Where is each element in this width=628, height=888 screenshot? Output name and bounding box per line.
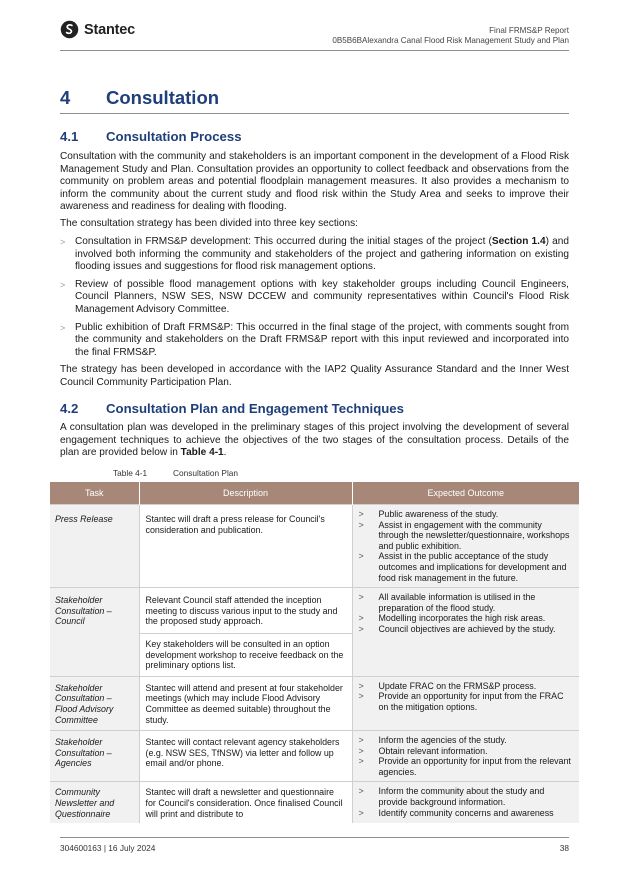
bullet-item (60, 279, 569, 317)
outcome-marker: > (358, 613, 364, 624)
outcome-item (359, 509, 575, 520)
outcome-cell (352, 505, 579, 588)
outcome-text: Provide an opportunity for input from the FRAC on the mitigation options. (378, 691, 564, 712)
outcome-item (359, 786, 575, 807)
outcome-cell (352, 782, 579, 823)
subsection-title: Consultation Process (106, 129, 242, 144)
logo-text: Stantec (84, 21, 135, 38)
task-cell: Stakeholder Consultation – Council (50, 588, 139, 677)
outcome-text: Update FRAC on the FRMS&P process. (378, 680, 537, 691)
paragraph-iap2: The strategy has been developed in accordance with the IAP2 Quality Assurance Standard and the Inner West Council Community Participation Plan. (60, 364, 569, 388)
footer-doc-ref: 304600163 | 16 July 2024 (60, 843, 156, 853)
outcome-cell (352, 676, 579, 730)
header-rule (60, 50, 569, 51)
outcome-marker: > (358, 623, 364, 634)
column-header-outcome: Expected Outcome (352, 482, 579, 505)
subsection-number: 4.2 (60, 401, 79, 416)
outcome-text: Identify community concerns and awareness (378, 807, 554, 818)
page-number: 38 (559, 843, 569, 853)
bullet-item (60, 236, 569, 274)
outcome-marker: > (358, 551, 364, 562)
paragraph-strategy: The consultation strategy has been divided into three key sections: (60, 218, 358, 229)
outcome-text: Inform the agencies of the study. (378, 735, 507, 746)
bullet-marker: > (60, 279, 66, 290)
description-cell: Key stakeholders will be consulted in an option development workshop to receive feedback on the preliminary options list. (139, 633, 352, 676)
outcome-marker: > (358, 592, 364, 603)
table-header-row (50, 482, 579, 505)
paragraph-plan (60, 422, 569, 460)
section-reference: Section 1.4 (491, 236, 546, 247)
column-header-task: Task (50, 482, 139, 505)
outcome-text: All available information is utilised in the preparation of the flood study. (378, 592, 536, 613)
outcome-cell (352, 588, 579, 677)
outcome-marker: > (358, 745, 364, 756)
table-caption-title: Consultation Plan (173, 468, 239, 478)
bullet-text: ) and involved both informing the community and stakeholders of the project and gathering information on existing flooding issues and suggestions for flood risk management options. (75, 236, 569, 273)
subsection-number: 4.1 (60, 129, 79, 144)
outcome-text: Assist in the public acceptance of the study outcomes and implications for development and food risk management in the future. (378, 551, 567, 583)
paragraph-text: A consultation plan was developed in the preliminary stages of this project involving the development of several engagement techniques to achieve the objectives of the two stages of the consultation process. Details of the plan are provided below in (60, 422, 569, 459)
outcome-item (359, 735, 575, 746)
stantec-logo (60, 20, 135, 39)
paragraph-intro: Consultation with the community and stakeholders is an important component in the development of a Flood Risk Management Study and Plan. Consultation provides an opportunity to collect feedback and observations from the community on problem areas and potential floodplain management measures. It also provides a mechanism to inform the community about the current study and flood risk within the Study Area and seeks to improve their awareness and readiness for dealing with flooding. (60, 151, 569, 213)
description-cell: Stantec will contact relevant agency stakeholders (e.g. NSW SES, TfNSW) via letter and follow up email and/or phone. (139, 731, 352, 782)
table-row (50, 676, 579, 730)
outcome-text: Public awareness of the study. (378, 509, 499, 519)
outcome-marker: > (358, 509, 364, 519)
outcome-text: Obtain relevant information. (378, 745, 488, 756)
subsection-heading-4-2 (60, 401, 404, 416)
description-cell: Stantec will attend and present at four stakeholder meetings (which may include Flood Advisory Committee as deemed suitable) throughout the study. (139, 676, 352, 730)
outcome-text: Inform the community about the study and provide background information. (378, 786, 545, 808)
bullet-marker: > (60, 237, 66, 247)
description-cell: Relevant Council staff attended the inception meeting to discuss various input to the study and the proposed study approach. (139, 588, 352, 634)
outcome-item (359, 551, 575, 583)
outcome-text: Provide an opportunity for input from the relevant agencies. (378, 756, 571, 777)
table-row (50, 731, 579, 782)
bullet-marker: > (60, 322, 66, 333)
outcome-text: Modelling incorporates the high risk areas. (378, 613, 546, 624)
description-cell: Stantec will draft a press release for Council's consideration and publication. (139, 505, 352, 588)
section-number: 4 (60, 87, 71, 108)
table-caption (113, 468, 238, 478)
outcome-item (359, 756, 575, 777)
outcome-text: Assist in engagement with the community through the newsletter/questionnaire, workshops and public exhibition. (378, 519, 570, 551)
outcome-item (359, 592, 575, 613)
outcome-marker: > (358, 680, 364, 691)
outcome-item (359, 808, 575, 819)
outcome-marker: > (358, 756, 364, 767)
task-cell: Stakeholder Consultation – Agencies (50, 731, 139, 782)
outcome-marker: > (358, 691, 364, 702)
subsection-heading-4-1 (60, 129, 242, 144)
outcome-item (359, 746, 575, 757)
bullet-text: Review of possible flood management options with key stakeholder groups including Council Engineers, Council Planners, NSW SES, NSW DCCEW and community representatives within Council's Flood Risk Management Advisory Committee. (75, 278, 569, 315)
outcome-marker: > (358, 786, 364, 797)
subsection-title: Consultation Plan and Engagement Techniques (106, 401, 404, 416)
paragraph-text: . (223, 447, 227, 459)
outcome-item (359, 520, 575, 552)
outcome-text: Council objectives are achieved by the study. (378, 623, 556, 634)
outcome-item (359, 691, 575, 712)
table-reference: Table 4-1 (180, 447, 224, 459)
outcome-cell (352, 731, 579, 782)
section-title: Consultation (106, 87, 220, 108)
page-bottom-margin (40, 823, 600, 888)
table-row (50, 588, 579, 634)
outcome-marker: > (358, 807, 364, 818)
column-header-description: Description (139, 482, 352, 505)
section-rule (60, 113, 569, 114)
stantec-logo-icon (60, 20, 79, 39)
outcome-marker: > (358, 519, 364, 530)
bullet-text: Public exhibition of Draft FRMS&P: This occurred in the final stage of the project, with comments sought from the community and stakeholders on the Draft FRMS&P report with this input reviewed and incorporated into the final FRMS&P. (75, 321, 569, 358)
table-caption-number: Table 4-1 (113, 468, 148, 478)
table-row (50, 505, 579, 588)
footer-rule (60, 837, 569, 838)
section-heading (60, 87, 219, 109)
table-row (50, 782, 579, 823)
outcome-item (359, 624, 575, 635)
outcome-item (359, 681, 575, 692)
description-cell: Stantec will draft a newsletter and questionnaire for Council's consideration. Once finalised Council will print and distribute to (139, 782, 352, 823)
report-subtitle: 0B5B6BAlexandra Canal Flood Risk Management Study and Plan (332, 36, 569, 45)
bullet-text: Consultation in FRMS&P development: This occurred during the initial stages of the project ( (75, 236, 492, 247)
consultation-plan-table (50, 482, 579, 823)
task-cell: Stakeholder Consultation – Flood Advisory Committee (50, 676, 139, 730)
report-title: Final FRMS&P Report (489, 26, 569, 35)
task-cell: Community Newsletter and Questionnaire (50, 782, 139, 823)
outcome-marker: > (358, 735, 364, 746)
outcome-item (359, 613, 575, 624)
bullet-list (60, 236, 569, 364)
bullet-item (60, 322, 569, 360)
task-cell: Press Release (50, 505, 139, 588)
